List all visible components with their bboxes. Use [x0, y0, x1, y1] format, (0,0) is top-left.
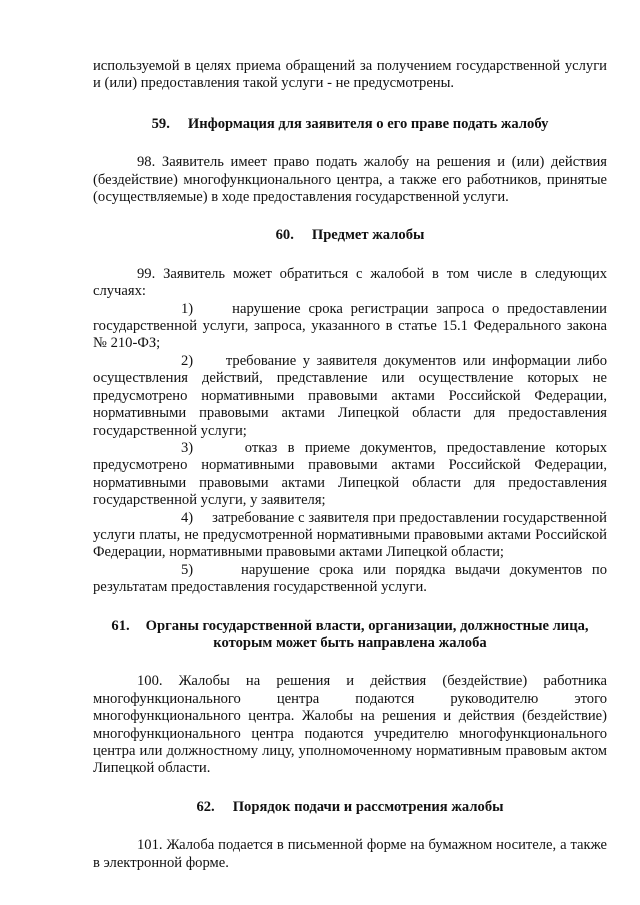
paragraph-99: 99. Заявитель может обратиться с жалобой в том числе в следующих случаях:	[93, 265, 607, 300]
section-title: Порядок подачи и рассмотрения жалобы	[232, 798, 504, 815]
list-item-number: 5)	[181, 561, 194, 578]
paragraph-101: 101. Жалоба подается в письменной форме на бумажном носителе, а также в электронной форме.	[93, 837, 607, 871]
intro-line-1: используемой в целях приема обращений за получением государственной	[93, 58, 561, 74]
section-heading-60	[93, 227, 607, 244]
section-title: Органы государственной власти, организации, должностные лица,	[145, 617, 589, 634]
list-item-number: 4)	[181, 509, 194, 526]
list-item	[93, 440, 607, 510]
section-heading-61	[93, 618, 607, 653]
list-item	[93, 510, 607, 562]
section-title-line-1	[93, 618, 607, 635]
paragraph-98: 98. Заявитель имеет право подать жалобу на решения и (или) действия (бездействие) многофункционального центра, а также его работников, принятые (осуществляемые) в ходе предоставления государственной услуги.	[93, 154, 607, 206]
list-item-text: отказ в приеме документов, предоставление которых предусмотрено нормативными правовыми актами Российской Федерации, нормативными правовыми актами Липецкой области для предоставления государственной услуги, у заявителя;	[93, 439, 607, 509]
list-item	[93, 301, 607, 353]
list-item-number: 3)	[181, 439, 194, 456]
section-number: 59.	[151, 115, 170, 132]
list-item-number: 1)	[181, 300, 194, 317]
list-item-text: затребование с заявителя при предоставлении государственной услуги платы, не предусмотренной нормативными правовыми актами Российской Федерации, нормативными правовыми актами Липецкой области;	[93, 509, 607, 561]
section-heading-62	[93, 799, 607, 816]
section-number: 62.	[196, 798, 215, 815]
paragraph-100: 100. Жалобы на решения и действия (бездействие) работника многофункционального центра подаются руководителю этого многофункционального центра. Жалобы на решения и действия (бездействие) многофункционального центра подаются учредителю многофункционального центра или должностному лицу, уполномоченному нормативным правовым актом Липецкой области.	[93, 673, 607, 777]
section-title-line-2: которым может быть направлена жалоба	[213, 634, 487, 651]
list-item-text: требование у заявителя документов или информации либо осуществления действий, представление или осуществление которых не предусмотрено нормативными правовыми актами Российской Федерации, нормативными правовыми актами Липецкой области для предоставления государственной услуги;	[93, 352, 607, 439]
intro-line-2: услуги и (или) предоставления такой услуги - не предусмотрены.	[93, 58, 607, 92]
section-number: 60.	[275, 227, 294, 244]
section-number: 61.	[111, 617, 130, 634]
section-heading-59	[93, 116, 607, 133]
list-item-number: 2)	[181, 352, 194, 369]
list-item-text: нарушение срока или порядка выдачи документов по результатам предоставления государственной услуги.	[93, 561, 607, 596]
list-item-text: нарушение срока регистрации запроса о предоставлении государственной услуги, запроса, указанного в статье 15.1 Федерального закона № 210-ФЗ;	[93, 300, 607, 352]
section-title: Предмет жалобы	[311, 227, 425, 244]
section-title: Информация для заявителя о его праве подать жалобу	[187, 115, 549, 132]
list-item	[93, 353, 607, 440]
list-item	[93, 562, 607, 597]
intro-paragraph	[93, 58, 607, 93]
